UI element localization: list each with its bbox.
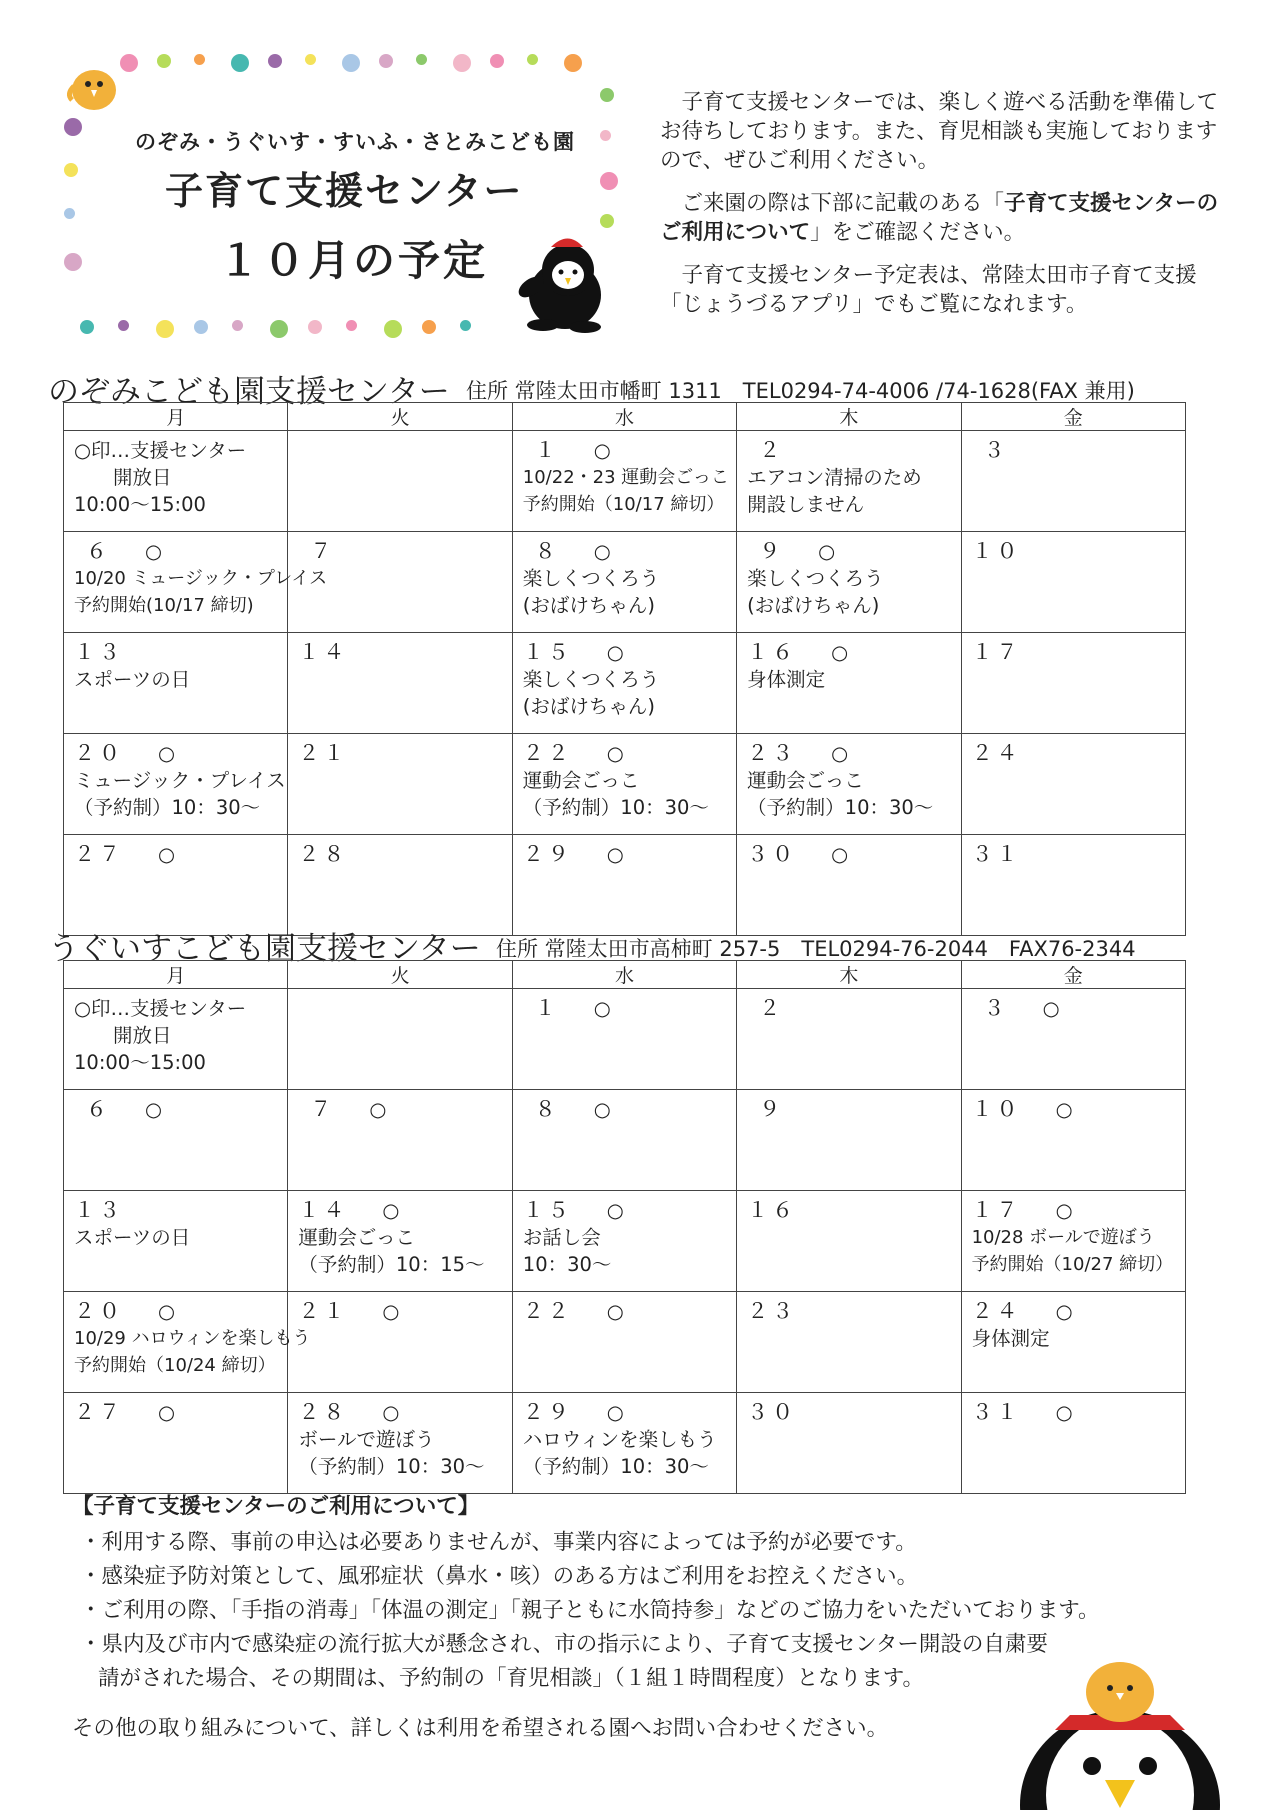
calendar-day-cell <box>512 1191 736 1292</box>
day-number: ３１ <box>971 842 1022 866</box>
calendar-day-cell <box>961 835 1185 936</box>
decorative-dot <box>305 54 316 65</box>
decorative-dot <box>346 320 357 331</box>
day-number: ３１ <box>971 1400 1022 1424</box>
calendar-day-cell <box>288 1393 512 1494</box>
decorative-dot <box>527 54 538 65</box>
calendar-day-cell <box>961 989 1185 1090</box>
decorative-dot <box>600 88 614 102</box>
open-day-mark: ○ <box>606 641 624 664</box>
day-number: ３ <box>983 996 1009 1020</box>
calendar-day-cell <box>737 835 961 936</box>
day-number: ２３ <box>747 741 798 765</box>
calendar-day-cell <box>288 989 512 1090</box>
day-event-note: （予約制）10：15～ <box>298 1253 485 1276</box>
day-number: ２０ <box>74 741 124 765</box>
day-event-note: （予約制）10：30～ <box>522 1455 709 1478</box>
calendar-week-row <box>64 1393 1186 1494</box>
decorative-dot <box>342 54 360 72</box>
nozomi-calendar <box>63 402 1186 936</box>
calendar-day-cell <box>737 734 961 835</box>
day-number: ２０ <box>74 1299 124 1323</box>
calendar-day-cell <box>737 1393 961 1494</box>
day-event-note: (おばけちゃん) <box>522 695 655 718</box>
day-number: ２ <box>759 996 785 1020</box>
open-day-mark: ○ <box>382 1401 400 1424</box>
calendar-day-cell <box>512 431 736 532</box>
day-event-note: ボールで遊ぼう <box>298 1428 435 1451</box>
day-event-note: ○印…支援センター <box>74 997 247 1020</box>
usage-item: ・ご利用の際、「手指の消毒」「体温の測定」「親子ともに水筒持参」などのご協力をいただいております。 <box>80 1598 1100 1623</box>
open-day-mark: ○ <box>606 843 624 866</box>
intro-text <box>660 88 1230 333</box>
day-event-note: (おばけちゃん) <box>747 594 880 617</box>
day-number: ２９ <box>522 1400 573 1424</box>
decorative-dot <box>157 54 171 68</box>
open-day-mark: ○ <box>606 1401 624 1424</box>
decorative-dot <box>460 320 471 331</box>
open-day-mark: ○ <box>158 742 176 765</box>
day-number: １６ <box>747 1198 798 1222</box>
open-day-mark: ○ <box>145 540 163 563</box>
open-day-mark: ○ <box>606 742 624 765</box>
weekday-header: 水 <box>512 403 736 431</box>
day-number: ６ <box>86 539 111 563</box>
open-day-mark: ○ <box>382 1300 400 1323</box>
day-event-note: ハロウィンを楽しもう <box>522 1428 717 1451</box>
decorative-dot <box>308 320 322 334</box>
decorative-dot <box>453 54 471 72</box>
calendar-week-row <box>64 1090 1186 1191</box>
day-number: １６ <box>747 640 798 664</box>
calendar-day-cell <box>961 431 1185 532</box>
day-number: ６ <box>86 1097 111 1121</box>
day-number: ２７ <box>74 842 124 866</box>
day-event-note: 10:00～15:00 <box>74 493 206 516</box>
usage-item: ・感染症予防対策として、風邪症状（鼻水・咳）のある方はご利用をお控えください。 <box>80 1564 919 1589</box>
calendar-day-cell <box>512 1090 736 1191</box>
calendar-week-row <box>64 835 1186 936</box>
open-day-mark: ○ <box>1055 1401 1073 1424</box>
decorative-dot <box>231 54 249 72</box>
decorative-dot <box>232 320 243 331</box>
day-event-note: 10/22・23 運動会ごっこ <box>522 467 729 488</box>
calendar-day-cell <box>961 734 1185 835</box>
weekday-header: 月 <box>64 961 288 989</box>
calendar-day-cell <box>64 1090 288 1191</box>
day-event-note: 運動会ごっこ <box>298 1226 416 1249</box>
decorative-dot <box>600 130 611 141</box>
day-number: ３ <box>983 438 1009 462</box>
open-day-mark: ○ <box>831 742 849 765</box>
weekday-header: 月 <box>64 403 288 431</box>
open-day-mark: ○ <box>1055 1098 1073 1121</box>
day-event-note: ミュージック・プレイス <box>74 769 286 792</box>
decorative-dot <box>64 163 78 177</box>
weekday-header: 水 <box>512 961 736 989</box>
calendar-day-cell <box>737 1191 961 1292</box>
weekday-header: 金 <box>961 961 1185 989</box>
decorative-dot <box>600 172 618 190</box>
calendar-day-cell <box>288 1292 512 1393</box>
calendar-day-cell <box>288 633 512 734</box>
calendar-day-cell <box>737 1090 961 1191</box>
calendar-day-cell <box>512 835 736 936</box>
intro-paragraph-2-suffix: 」をご確認ください。 <box>810 220 1026 245</box>
decorative-dot <box>422 320 436 334</box>
intro-paragraph-1: 子育て支援センターでは、楽しく遊べる活動を準備してお待ちしております。また、育児相談も実施しておりますので、ぜひご利用ください。 <box>660 90 1219 173</box>
open-day-mark: ○ <box>818 540 836 563</box>
weekday-header: 金 <box>961 403 1185 431</box>
month-title: １０月の予定 <box>218 236 489 285</box>
penguin-mascot-icon <box>513 225 613 335</box>
day-event-note: 10:00～15:00 <box>74 1051 206 1074</box>
intro-paragraph-2-prefix: ご来園の際は下部に記載のある「 <box>681 191 1005 216</box>
decorative-dot <box>416 54 427 65</box>
weekday-header: 木 <box>737 403 961 431</box>
open-day-mark: ○ <box>593 439 611 462</box>
open-day-mark: ○ <box>158 1300 176 1323</box>
decorative-dot <box>384 320 402 338</box>
intro-paragraph-2 <box>660 189 1230 247</box>
day-event-note: 楽しくつくろう <box>522 668 660 691</box>
day-number: ２２ <box>522 1299 573 1323</box>
day-number: １５ <box>522 640 573 664</box>
decorative-dot <box>379 54 393 68</box>
calendar-day-cell <box>737 431 961 532</box>
calendar-week-row <box>64 1191 1186 1292</box>
open-day-mark: ○ <box>1055 1300 1073 1323</box>
calendar-day-cell <box>737 532 961 633</box>
day-number: １４ <box>298 640 349 664</box>
calendar-day-cell <box>737 989 961 1090</box>
day-number: ２４ <box>971 1299 1022 1323</box>
day-number: １７ <box>971 640 1022 664</box>
weekday-header-row <box>64 403 1186 431</box>
calendar-day-cell <box>512 532 736 633</box>
calendar-week-row <box>64 431 1186 532</box>
calendar-day-cell <box>288 1191 512 1292</box>
day-event-note: スポーツの日 <box>74 668 191 691</box>
day-number: ２２ <box>522 741 573 765</box>
usage-item: ・県内及び市内で感染症の流行拡大が懸念され、市の指示により、子育て支援センター開設の自粛要請がされた場合、その期間は、予約制の「育児相談」（１組１時間程度）となります。 <box>80 1632 1048 1691</box>
weekday-header: 火 <box>288 403 512 431</box>
penguin-chick-mascot-icon <box>1010 1630 1230 1810</box>
day-event-note: (おばけちゃん) <box>522 594 655 617</box>
open-day-mark: ○ <box>606 1300 624 1323</box>
calendar-day-cell <box>64 1292 311 1393</box>
calendar-day-cell <box>961 532 1185 633</box>
day-number: １０ <box>971 539 1022 563</box>
calendar-week-row <box>64 734 1186 835</box>
day-number: １３ <box>74 640 124 664</box>
day-event-note: 楽しくつくろう <box>747 567 884 590</box>
open-day-mark: ○ <box>1055 1199 1073 1222</box>
calendar-day-cell <box>512 1292 736 1393</box>
calendar-day-cell <box>64 1393 288 1494</box>
open-day-mark: ○ <box>831 641 849 664</box>
weekday-header: 火 <box>288 961 512 989</box>
day-event-note: 運動会ごっこ <box>747 769 864 792</box>
open-day-mark: ○ <box>145 1098 163 1121</box>
day-event-note: お話し会 <box>522 1226 601 1249</box>
decorative-dot <box>80 320 94 334</box>
day-number: ３０ <box>747 1400 798 1424</box>
calendar-day-cell <box>64 633 288 734</box>
decorative-dot <box>194 320 208 334</box>
day-event-note: ○印…支援センター <box>74 439 247 462</box>
open-day-mark: ○ <box>369 1098 387 1121</box>
day-event-note: 開設しません <box>747 493 865 516</box>
decorative-dot <box>194 54 205 65</box>
day-event-note: （予約制）10：30～ <box>298 1455 485 1478</box>
calendar-day-cell <box>512 1393 736 1494</box>
day-number: ２ <box>759 438 785 462</box>
day-event-note: 楽しくつくろう <box>522 567 660 590</box>
calendar-day-cell <box>64 989 288 1090</box>
decorative-dot <box>268 54 282 68</box>
day-number: ２８ <box>298 1400 349 1424</box>
uguisu-section-title: うぐいすこども園支援センター <box>48 931 481 967</box>
open-day-mark: ○ <box>593 997 611 1020</box>
open-day-mark: ○ <box>593 540 611 563</box>
day-number: １７ <box>971 1198 1022 1222</box>
day-event-note: 予約開始（10/24 締切） <box>74 1355 276 1376</box>
day-number: １５ <box>522 1198 573 1222</box>
open-day-mark: ○ <box>593 1098 611 1121</box>
calendar-week-row <box>64 989 1186 1090</box>
decorative-dot <box>64 253 82 271</box>
day-event-note: 予約開始（10/17 締切） <box>522 494 725 515</box>
decorative-dot <box>564 54 582 72</box>
decorative-dot <box>64 208 75 219</box>
day-number: １３ <box>74 1198 124 1222</box>
day-event-note: 10/20 ミュージック・プレイス <box>74 568 328 589</box>
open-day-mark: ○ <box>831 843 849 866</box>
day-event-note: 10：30～ <box>522 1253 612 1276</box>
day-number: ２９ <box>522 842 573 866</box>
chick-mascot-icon <box>64 56 126 118</box>
day-event-note: （予約制）10：30～ <box>747 796 934 819</box>
decorative-dot <box>270 320 288 338</box>
weekday-header-row <box>64 961 1186 989</box>
open-day-mark: ○ <box>158 1401 176 1424</box>
intro-paragraph-3: 子育て支援センター予定表は、常陸太田市子育て支援「じょうづるアプリ」でもご覧になれます。 <box>660 263 1197 317</box>
calendar-day-cell <box>64 734 288 835</box>
calendar-day-cell <box>961 1191 1185 1292</box>
open-day-mark: ○ <box>382 1199 400 1222</box>
day-number: ８ <box>534 1097 560 1121</box>
calendar-day-cell <box>288 734 512 835</box>
calendar-week-row <box>64 633 1186 734</box>
day-number: １４ <box>298 1198 349 1222</box>
open-day-mark: ○ <box>606 1199 624 1222</box>
decorative-dot <box>118 320 129 331</box>
day-event-note: 身体測定 <box>971 1327 1050 1350</box>
calendar-day-cell <box>961 633 1185 734</box>
usage-item: ・利用する際、事前の申込は必要ありませんが、事業内容によっては予約が必要です。 <box>80 1530 917 1555</box>
calendar-day-cell <box>512 734 736 835</box>
day-event-note: 10/28 ボールで遊ぼう <box>971 1227 1155 1248</box>
calendar-day-cell <box>512 989 736 1090</box>
uguisu-address: 住所 常陸太田市高柿町 257-5 TEL0294-76-2044 FAX76-2344 <box>496 937 1136 961</box>
day-number: ３０ <box>747 842 798 866</box>
weekday-header: 木 <box>737 961 961 989</box>
nozomi-address: 住所 常陸太田市幡町 1311 TEL0294-74-4006 /74-1628(FAX 兼用) <box>466 379 1135 403</box>
decorative-dot <box>156 320 174 338</box>
day-number: ９ <box>759 1097 785 1121</box>
calendar-day-cell <box>64 835 288 936</box>
day-event-note: 予約開始（10/27 締切） <box>971 1254 1174 1275</box>
calendar-week-row <box>64 1292 1186 1393</box>
calendar-day-cell <box>64 532 328 633</box>
calendar-day-cell <box>288 431 512 532</box>
day-number: １ <box>534 438 560 462</box>
calendar-day-cell <box>64 431 288 532</box>
calendar-day-cell <box>288 835 512 936</box>
calendar-day-cell <box>288 1090 512 1191</box>
day-number: ２１ <box>298 741 349 765</box>
calendar-day-cell <box>961 1090 1185 1191</box>
header-subtitle: のぞみ・うぐいす・すいふ・さとみこども園 <box>135 130 575 154</box>
day-event-note: 開放日 <box>74 1024 172 1047</box>
calendar-day-cell <box>737 633 961 734</box>
day-event-note: 10/29 ハロウィンを楽しもう <box>74 1328 311 1349</box>
calendar-day-cell <box>737 1292 961 1393</box>
intro-paragraph-2-emphasis: 子育て支援センターのご利用について <box>660 191 1219 245</box>
day-number: ２８ <box>298 842 349 866</box>
uguisu-calendar <box>63 960 1186 1494</box>
day-number: ９ <box>759 539 785 563</box>
calendar-day-cell <box>512 633 736 734</box>
nozomi-section-title: のぞみこども園支援センター <box>48 374 450 410</box>
usage-title: 【子育て支援センターのご利用について】 <box>72 1494 480 1519</box>
calendar-day-cell <box>961 1292 1185 1393</box>
day-event-note: 予約開始(10/17 締切) <box>74 595 254 616</box>
day-event-note: （予約制）10：30～ <box>74 796 261 819</box>
decorative-dot <box>490 54 504 68</box>
calendar-day-cell <box>961 1393 1185 1494</box>
day-number: ８ <box>534 539 560 563</box>
day-number: １０ <box>971 1097 1022 1121</box>
day-number: ２３ <box>747 1299 798 1323</box>
open-day-mark: ○ <box>1042 997 1060 1020</box>
usage-closing: その他の取り組みについて、詳しくは利用を希望される園へお問い合わせください。 <box>72 1716 889 1741</box>
day-event-note: 身体測定 <box>747 668 826 691</box>
day-event-note: （予約制）10：30～ <box>522 796 709 819</box>
day-event-note: 運動会ごっこ <box>522 769 640 792</box>
day-number: ２７ <box>74 1400 124 1424</box>
day-event-note: スポーツの日 <box>74 1226 191 1249</box>
day-number: ２１ <box>298 1299 349 1323</box>
open-day-mark: ○ <box>158 843 176 866</box>
day-number: ７ <box>310 1097 336 1121</box>
day-number: ７ <box>310 539 336 563</box>
calendar-day-cell <box>64 1191 288 1292</box>
day-event-note: エアコン清掃のため <box>747 466 922 489</box>
day-number: ２４ <box>971 741 1022 765</box>
page-title: 子育て支援センター <box>165 169 524 213</box>
decorative-dot <box>64 118 82 136</box>
day-event-note: 開放日 <box>74 466 172 489</box>
calendar-week-row <box>64 532 1186 633</box>
day-number: １ <box>534 996 560 1020</box>
